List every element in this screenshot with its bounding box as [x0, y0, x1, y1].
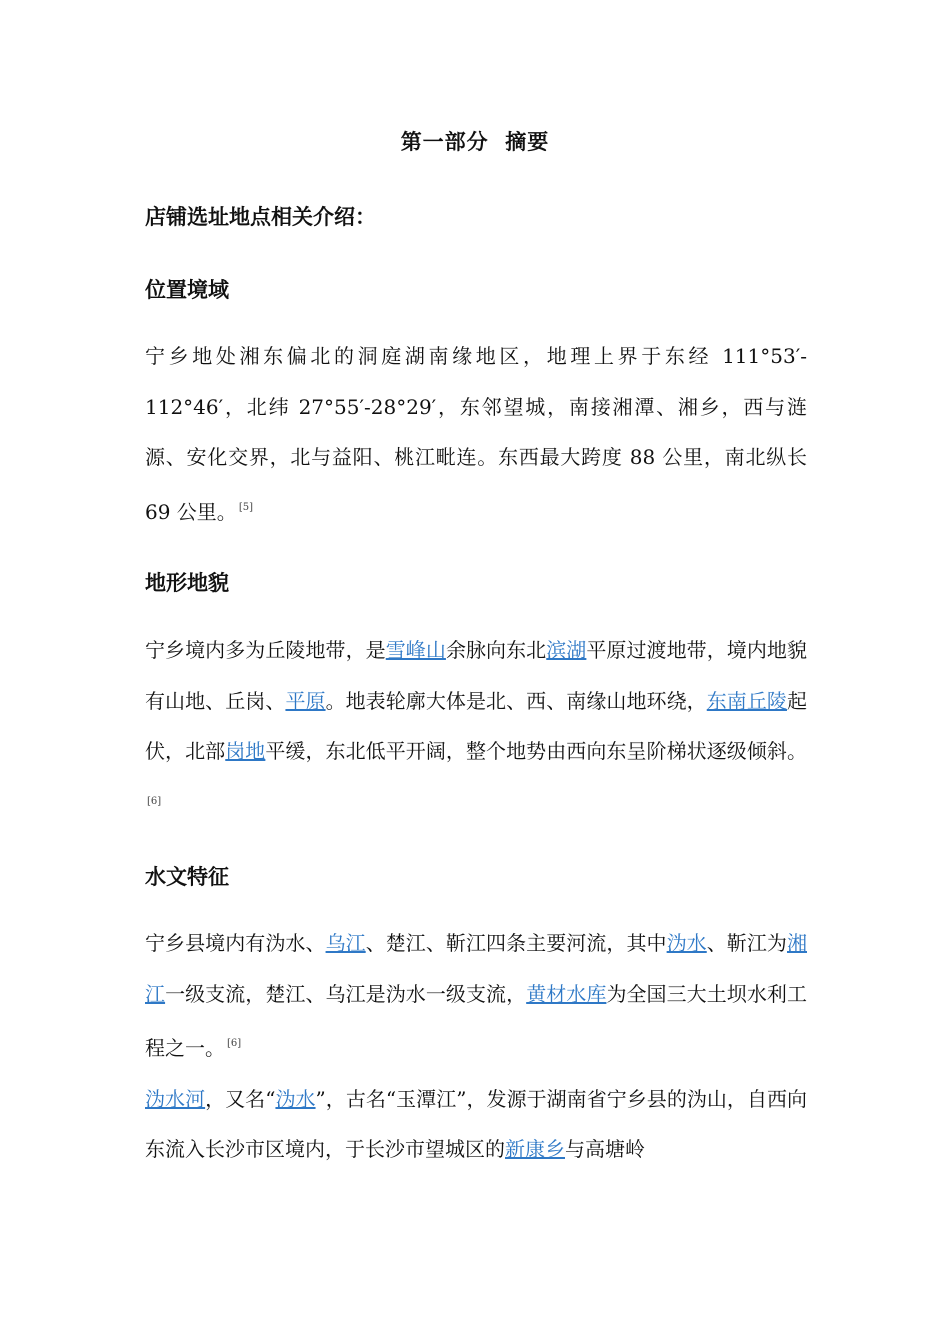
paragraph-text: 为全国三大土坝水利工程之一。 — [145, 981, 807, 1060]
section-heading-location: 位置境域 — [145, 278, 229, 302]
citation-ref[interactable]: [6] — [227, 1038, 242, 1049]
paragraph-text: 起伏，北部 — [145, 688, 807, 763]
intro-heading: 店铺选址地点相关介绍： — [145, 205, 376, 229]
section-heading-terrain: 地形地貌 — [145, 571, 229, 595]
link-xuefeng-mountain[interactable]: 雪峰山 — [385, 638, 446, 662]
link-xiangjiang[interactable]: 湘江 — [145, 931, 807, 1006]
link-southeast-hills[interactable]: 东南丘陵 — [706, 688, 787, 713]
section-paragraph-location — [145, 331, 807, 537]
paragraph-text: ”，古名“玉潭江”，发源于湖南省宁乡县的沩山，自西向东流入长沙市区境内，于长沙市望城区的 — [145, 1086, 808, 1161]
citation-ref[interactable]: [5] — [238, 501, 253, 513]
paragraph-text: 一级支流，楚江、乌江是沩水一级支流， — [165, 981, 527, 1006]
paragraph-text: 、楚江、靳江四条主要河流，其中 — [365, 931, 667, 955]
paragraph-text: 与高塘岭 — [565, 1137, 645, 1161]
link-weishui[interactable]: 沩水 — [666, 931, 707, 955]
paragraph-text: 宁乡地处湘东偏北的洞庭湖南缘地区，地理上界于东经 111°53′- 112°46′，北纬 27°55′-28°29′，东邻望城，南接湘潭、湘乡，西与涟源、安化交界，北与益阳、桃江毗连。东西最大跨度 88 公里，南北纵长 69 公里。 — [145, 344, 807, 524]
section-heading-hydrology: 水文特征 — [145, 865, 229, 889]
paragraph-text: 宁乡县境内有沩水、 — [145, 931, 326, 955]
paragraph-text: 宁乡境内多为丘陵地带，是 — [145, 638, 386, 662]
paragraph-text: 平原过渡地带，境内地貌有山地、丘岗、 — [145, 638, 807, 713]
paragraph-text: 余脉向东北 — [445, 638, 547, 662]
section-paragraph-terrain — [145, 625, 807, 831]
section-paragraph-hydrology — [145, 918, 807, 1175]
link-weishui-river[interactable]: 沩水河 — [145, 1086, 206, 1111]
link-binhu[interactable]: 滨湖 — [546, 638, 587, 662]
link-weishui-2[interactable]: 沩水 — [275, 1086, 316, 1111]
paragraph-text: 、靳江为 — [706, 931, 787, 955]
page-title: 第一部分 摘要 — [400, 130, 550, 154]
link-wujiang[interactable]: 乌江 — [325, 931, 366, 955]
citation-ref[interactable]: [6] — [147, 795, 162, 807]
link-huangcai-reservoir[interactable]: 黄材水库 — [526, 981, 607, 1006]
link-plain[interactable]: 平原 — [285, 688, 326, 713]
link-gangdi[interactable]: 岗地 — [225, 739, 266, 763]
link-xinkang-township[interactable]: 新康乡 — [505, 1137, 565, 1161]
paragraph-text: 平缓，东北低平开阔，整个地势由西向东呈阶梯状逐级倾斜。 — [265, 739, 807, 763]
paragraph-text: 。地表轮廓大体是北、西、南缘山地环绕， — [325, 688, 707, 713]
paragraph-text: ，又名“ — [205, 1086, 276, 1111]
